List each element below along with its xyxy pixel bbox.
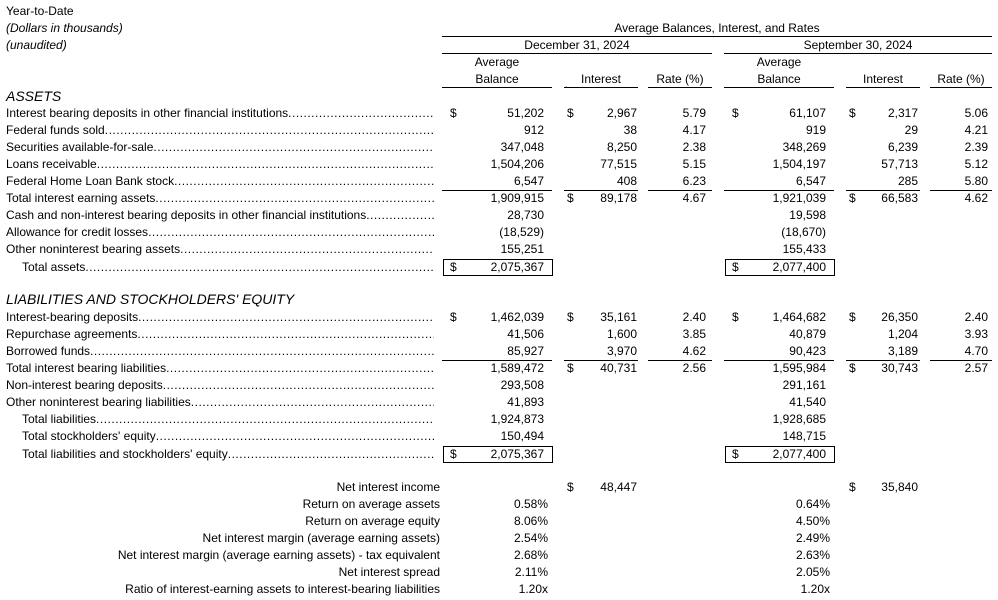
- row-label: Cash and non-interest bearing deposits in other financial institutions .....: [6, 208, 434, 223]
- col-rule-avg-dec: [442, 87, 552, 88]
- dec-average-balance: 1,909,915: [490, 191, 544, 205]
- sep-rate: 5.12: [964, 157, 988, 171]
- row-label: Other noninterest bearing assets .....: [6, 242, 434, 257]
- subtotal-rule: [564, 190, 638, 191]
- sep-ratio-value: 2.63%: [795, 548, 830, 562]
- sep-average-balance: 61,107: [789, 106, 826, 120]
- dollar-sign: $: [567, 361, 574, 375]
- dec-average-balance: 6,547: [513, 174, 544, 188]
- col-interest-dec: Interest: [580, 72, 622, 86]
- sep-rate: 2.39: [964, 140, 988, 154]
- period-rule-dec: [442, 53, 712, 54]
- dec-ratio-value: 8.06%: [513, 514, 548, 528]
- row-label: Borrowed funds .....: [6, 344, 434, 359]
- sep-average-balance: 348,269: [782, 140, 826, 154]
- col-rule-int-sep: [846, 87, 920, 88]
- sep-interest: 30,743: [881, 361, 918, 375]
- dec-ratio-value: 0.58%: [513, 497, 548, 511]
- subtotal-rule: [564, 360, 638, 361]
- sep-interest: 6,239: [887, 140, 918, 154]
- sep-rate: 4.21: [964, 123, 988, 137]
- subtotal-rule: [724, 190, 834, 191]
- row-label: Securities available-for-sale .....: [6, 140, 434, 155]
- sep-average-balance: 919: [805, 123, 826, 137]
- total-label: Total assets .....: [22, 260, 434, 275]
- dec-average-balance: 1,589,472: [490, 361, 544, 375]
- col-rate-dec: Rate (%): [656, 72, 704, 86]
- dec-average-balance: 41,893: [507, 395, 544, 409]
- dollar-sign: $: [849, 310, 856, 324]
- row-label: Repurchase agreements .....: [6, 327, 434, 342]
- row-label: Total interest earning assets .....: [6, 191, 434, 206]
- dec-average-balance: 41,506: [507, 327, 544, 341]
- sep-average-balance: 291,161: [782, 378, 826, 392]
- col-avg-sep-2: Balance: [757, 72, 801, 86]
- dec-average-balance: 1,924,873: [490, 412, 544, 426]
- row-label: Federal funds sold .....: [6, 123, 434, 138]
- dec-rate: 2.38: [682, 140, 706, 154]
- dollar-sign: $: [732, 260, 739, 274]
- dec-interest: 2,967: [606, 106, 637, 120]
- col-rate-sep: Rate (%): [937, 72, 985, 86]
- sep-rate: 5.06: [964, 106, 988, 120]
- row-label: Other noninterest bearing liabilities .....: [6, 395, 434, 410]
- dollar-sign: $: [450, 310, 457, 324]
- dec-interest: 38: [623, 123, 637, 137]
- liabilities-section-title: LIABILITIES AND STOCKHOLDERS' EQUITY: [6, 291, 295, 307]
- dec-interest: 8,250: [606, 140, 637, 154]
- group-title-rule: [442, 36, 992, 37]
- dec-total-balance: 2,075,367: [490, 447, 544, 461]
- dec-average-balance: 85,927: [507, 344, 544, 358]
- dollar-sign: $: [450, 106, 457, 120]
- dec-average-balance: 155,251: [500, 242, 544, 256]
- dec-rate: 2.40: [682, 310, 706, 324]
- dec-rate: 2.56: [682, 361, 706, 375]
- dec-average-balance: 347,048: [500, 140, 544, 154]
- sep-ratio-value: 2.49%: [795, 531, 830, 545]
- row-label: Interest bearing deposits in other financial institutions .....: [6, 106, 434, 121]
- dec-average-balance: (18,529): [499, 225, 544, 239]
- dec-average-balance: 1,462,039: [490, 310, 544, 324]
- dec-interest: 35,161: [600, 310, 637, 324]
- dollar-sign: $: [849, 106, 856, 120]
- ratio-label: Return on average equity: [305, 514, 440, 528]
- subtotal-rule: [930, 190, 992, 191]
- ratio-label: Ratio of interest-earning assets to interest-bearing liabilities: [125, 582, 440, 596]
- sep-rate: 4.70: [964, 344, 988, 358]
- period-header-sep: September 30, 2024: [803, 38, 913, 52]
- dollar-sign: $: [849, 361, 856, 375]
- sep-average-balance: (18,670): [781, 225, 826, 239]
- dec-ratio-value: 2.54%: [513, 531, 548, 545]
- sep-total-balance: 2,077,400: [772, 447, 826, 461]
- net-interest-income-label: Net interest income: [336, 480, 440, 494]
- ratio-label: Net interest margin (average earning assets) - tax equivalent: [117, 548, 440, 562]
- subtotal-rule: [648, 360, 712, 361]
- dec-rate: 6.23: [682, 174, 706, 188]
- dec-average-balance: 912: [523, 123, 544, 137]
- dollar-sign: $: [567, 191, 574, 205]
- dec-interest: 408: [616, 174, 637, 188]
- sep-interest: 1,204: [887, 327, 918, 341]
- dec-ratio-value: 1.20x: [518, 582, 548, 596]
- dec-rate: 3.85: [682, 327, 706, 341]
- unaudited-label: (unaudited): [6, 38, 67, 52]
- dec-interest: 40,731: [600, 361, 637, 375]
- sep-average-balance: 148,715: [782, 429, 826, 443]
- dollar-sign: $: [567, 480, 574, 494]
- subtotal-rule: [442, 190, 552, 191]
- dollar-sign: $: [732, 310, 739, 324]
- sep-net-interest-income: 35,840: [881, 480, 918, 494]
- dollar-sign: $: [567, 106, 574, 120]
- dec-ratio-value: 2.11%: [514, 565, 548, 579]
- dec-rate: 4.67: [682, 191, 706, 205]
- dollar-sign: $: [450, 260, 457, 274]
- sep-rate: 4.62: [964, 191, 988, 205]
- row-label: Total interest bearing liabilities .....: [6, 361, 434, 376]
- subtotal-rule: [930, 360, 992, 361]
- row-label: Non-interest bearing deposits .....: [6, 378, 434, 393]
- sep-rate: 5.80: [964, 174, 988, 188]
- row-label: Allowance for credit losses .....: [6, 225, 434, 240]
- sep-interest: 66,583: [881, 191, 918, 205]
- row-label: Federal Home Loan Bank stock .....: [6, 174, 434, 189]
- dollar-sign: $: [450, 447, 457, 461]
- sep-average-balance: 19,598: [789, 208, 826, 222]
- dollar-sign: $: [567, 310, 574, 324]
- sep-average-balance: 41,540: [789, 395, 826, 409]
- period-rule-sep: [724, 53, 992, 54]
- col-interest-sep: Interest: [862, 72, 904, 86]
- sep-rate: 3.93: [964, 327, 988, 341]
- period-header-dec: December 31, 2024: [524, 38, 630, 52]
- sep-average-balance: 1,504,197: [772, 157, 826, 171]
- dollar-sign: $: [732, 447, 739, 461]
- sep-ratio-value: 1.20x: [800, 582, 830, 596]
- sep-average-balance: 155,433: [782, 242, 826, 256]
- dec-total-balance: 2,075,367: [490, 260, 544, 274]
- col-rule-avg-sep: [724, 87, 834, 88]
- sep-interest: 26,350: [881, 310, 918, 324]
- row-label: Loans receivable .....: [6, 157, 434, 172]
- sep-interest: 2,317: [887, 106, 918, 120]
- dec-net-interest-income: 48,447: [600, 480, 637, 494]
- sep-interest: 3,189: [887, 344, 918, 358]
- sep-average-balance: 1,928,685: [772, 412, 826, 426]
- stray-mark: `: [565, 86, 569, 97]
- subtotal-rule: [846, 190, 920, 191]
- col-avg-dec-2: Balance: [475, 72, 519, 86]
- report-period-label: Year-to-Date: [6, 4, 74, 18]
- sep-average-balance: 6,547: [795, 174, 826, 188]
- dec-rate: 4.62: [682, 344, 706, 358]
- dec-average-balance: 1,504,206: [490, 157, 544, 171]
- subtotal-rule: [724, 360, 834, 361]
- sep-interest: 29: [904, 123, 918, 137]
- sep-average-balance: 40,879: [789, 327, 826, 341]
- dec-average-balance: 293,508: [500, 378, 544, 392]
- sep-ratio-value: 0.64%: [795, 497, 830, 511]
- sep-average-balance: 1,921,039: [772, 191, 826, 205]
- col-rule-int-dec: [564, 87, 638, 88]
- row-label: Total liabilities .....: [22, 412, 434, 427]
- row-label: Total stockholders' equity .....: [22, 429, 434, 444]
- dec-average-balance: 150,494: [500, 429, 544, 443]
- dec-interest: 1,600: [606, 327, 637, 341]
- col-rule-rate-sep: [930, 87, 992, 88]
- subtotal-rule: [846, 360, 920, 361]
- group-title: Average Balances, Interest, and Rates: [614, 21, 820, 35]
- sep-average-balance: 90,423: [789, 344, 826, 358]
- col-rule-rate-dec: [648, 87, 712, 88]
- dec-average-balance: 28,730: [507, 208, 544, 222]
- sep-average-balance: 1,464,682: [772, 310, 826, 324]
- dec-rate: 5.15: [682, 157, 706, 171]
- row-label: Interest-bearing deposits .....: [6, 310, 434, 325]
- sep-interest: 57,713: [881, 157, 918, 171]
- ratio-label: Net interest spread: [338, 565, 440, 579]
- col-avg-sep-1: Average: [756, 55, 802, 69]
- ratio-label: Return on average assets: [302, 497, 440, 511]
- sep-total-balance: 2,077,400: [772, 260, 826, 274]
- dollar-sign: $: [849, 480, 856, 494]
- dec-ratio-value: 2.68%: [513, 548, 548, 562]
- assets-section-title: ASSETS: [6, 88, 62, 104]
- dec-rate: 4.17: [682, 123, 706, 137]
- dec-average-balance: 51,202: [507, 106, 544, 120]
- sep-rate: 2.40: [964, 310, 988, 324]
- dec-interest: 89,178: [600, 191, 637, 205]
- subtotal-rule: [442, 360, 552, 361]
- sep-ratio-value: 4.50%: [795, 514, 830, 528]
- sep-ratio-value: 2.05%: [795, 565, 830, 579]
- units-label: (Dollars in thousands): [6, 21, 123, 35]
- dollar-sign: $: [732, 106, 739, 120]
- sep-rate: 2.57: [964, 361, 988, 375]
- subtotal-rule: [648, 190, 712, 191]
- dec-interest: 3,970: [606, 344, 637, 358]
- ratio-label: Net interest margin (average earning assets): [202, 531, 440, 545]
- total-label: Total liabilities and stockholders' equity .....: [22, 447, 434, 462]
- sep-interest: 285: [897, 174, 918, 188]
- dec-interest: 77,515: [600, 157, 637, 171]
- sep-average-balance: 1,595,984: [772, 361, 826, 375]
- dec-rate: 5.79: [682, 106, 706, 120]
- dollar-sign: $: [849, 191, 856, 205]
- col-avg-dec-1: Average: [474, 55, 520, 69]
